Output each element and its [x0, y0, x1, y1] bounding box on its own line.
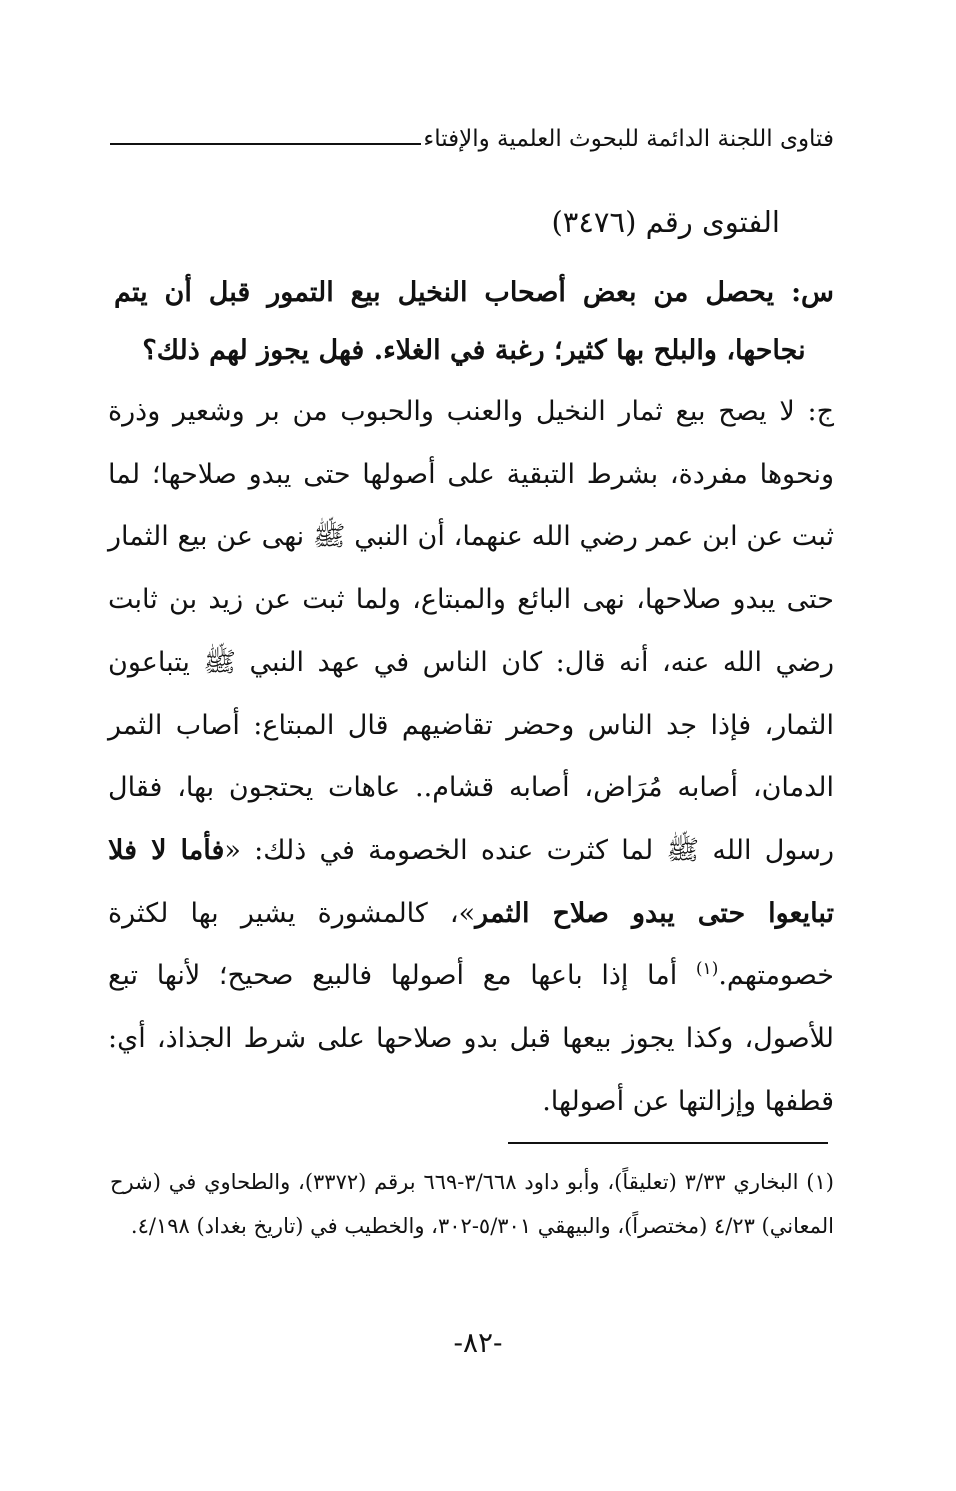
page-number: -٨٢-	[453, 1326, 503, 1359]
header-rule	[110, 143, 421, 145]
header-title: فتاوى اللجنة الدائمة للبحوث العلمية والإفتاء	[423, 126, 834, 153]
footnote-1: (١) البخاري ٣/٣٣ (تعليقاً)، وأبو داود ٣/٦٦٨-٦٦٩ برقم (٣٣٧٢)، والطحاوي في (شرح المعاني) ٤/٢٣ (مختصراً)، والبيهقي ٥/٣٠١-٣٠٢، والخطيب في (تاريخ بغداد) ٤/١٩٨.	[110, 1170, 834, 1238]
hadith-quote: فأما لا فلا تبايعوا حتى يبدو صلاح الثمر	[108, 834, 834, 929]
footnote-separator	[508, 1142, 828, 1144]
question-label: س:	[791, 277, 835, 308]
answer-text-end: أما إذا باعها مع أصولها فالبيع صحيح؛ لأنها تبع للأصول، وكذا يجوز بيعها قبل بدو صلاحها على شرط الجذاذ، أي: قطفها وإزالتها عن أصولها.	[108, 960, 834, 1117]
answer-text-after-hadith: »، كالمشورة يشير بها لكثرة خصومتهم.	[108, 897, 834, 992]
fatwa-number-heading: الفتوى رقم (٣٤٧٦)	[551, 205, 780, 239]
answer-label: ج:	[807, 396, 834, 427]
question-paragraph	[114, 264, 834, 380]
question-text: يحصل من بعض أصحاب النخيل بيع التمور قبل أن يتم نجاحها، والبلح بها كثير؛ رغبة في الغلاء. فهل يجوز لهم ذلك؟	[114, 277, 806, 366]
answer-text-before-hadith: لا يصح بيع ثمار النخيل والعنب والحبوب من بر وشعير وذرة ونحوها مفردة، بشرط التبقية على أصولها حتى يبدو صلاحها؛ لما ثبت عن ابن عمر رضي الله عنهما، أن النبي ﷺ نهى عن بيع الثمار حتى يبدو صلاحها، نهى البائع والمبتاع، ولما ثبت عن زيد بن ثابت رضي الله عنه، أنه قال: كان الناس في عهد النبي ﷺ يتباعون الثمار، فإذا جد الناس وحضر تقاضيهم قال المبتاع: أصاب الثمر الدمان، أصابه مُرَاض، أصابه قشام.. عاهات يحتجون بها، فقال رسول الله ﷺ لما كثرت عنده الخصومة في ذلك: «	[108, 396, 834, 866]
footnote-reference[interactable]: (١)	[695, 959, 719, 980]
running-header	[110, 114, 834, 154]
answer-paragraph	[108, 381, 834, 1133]
